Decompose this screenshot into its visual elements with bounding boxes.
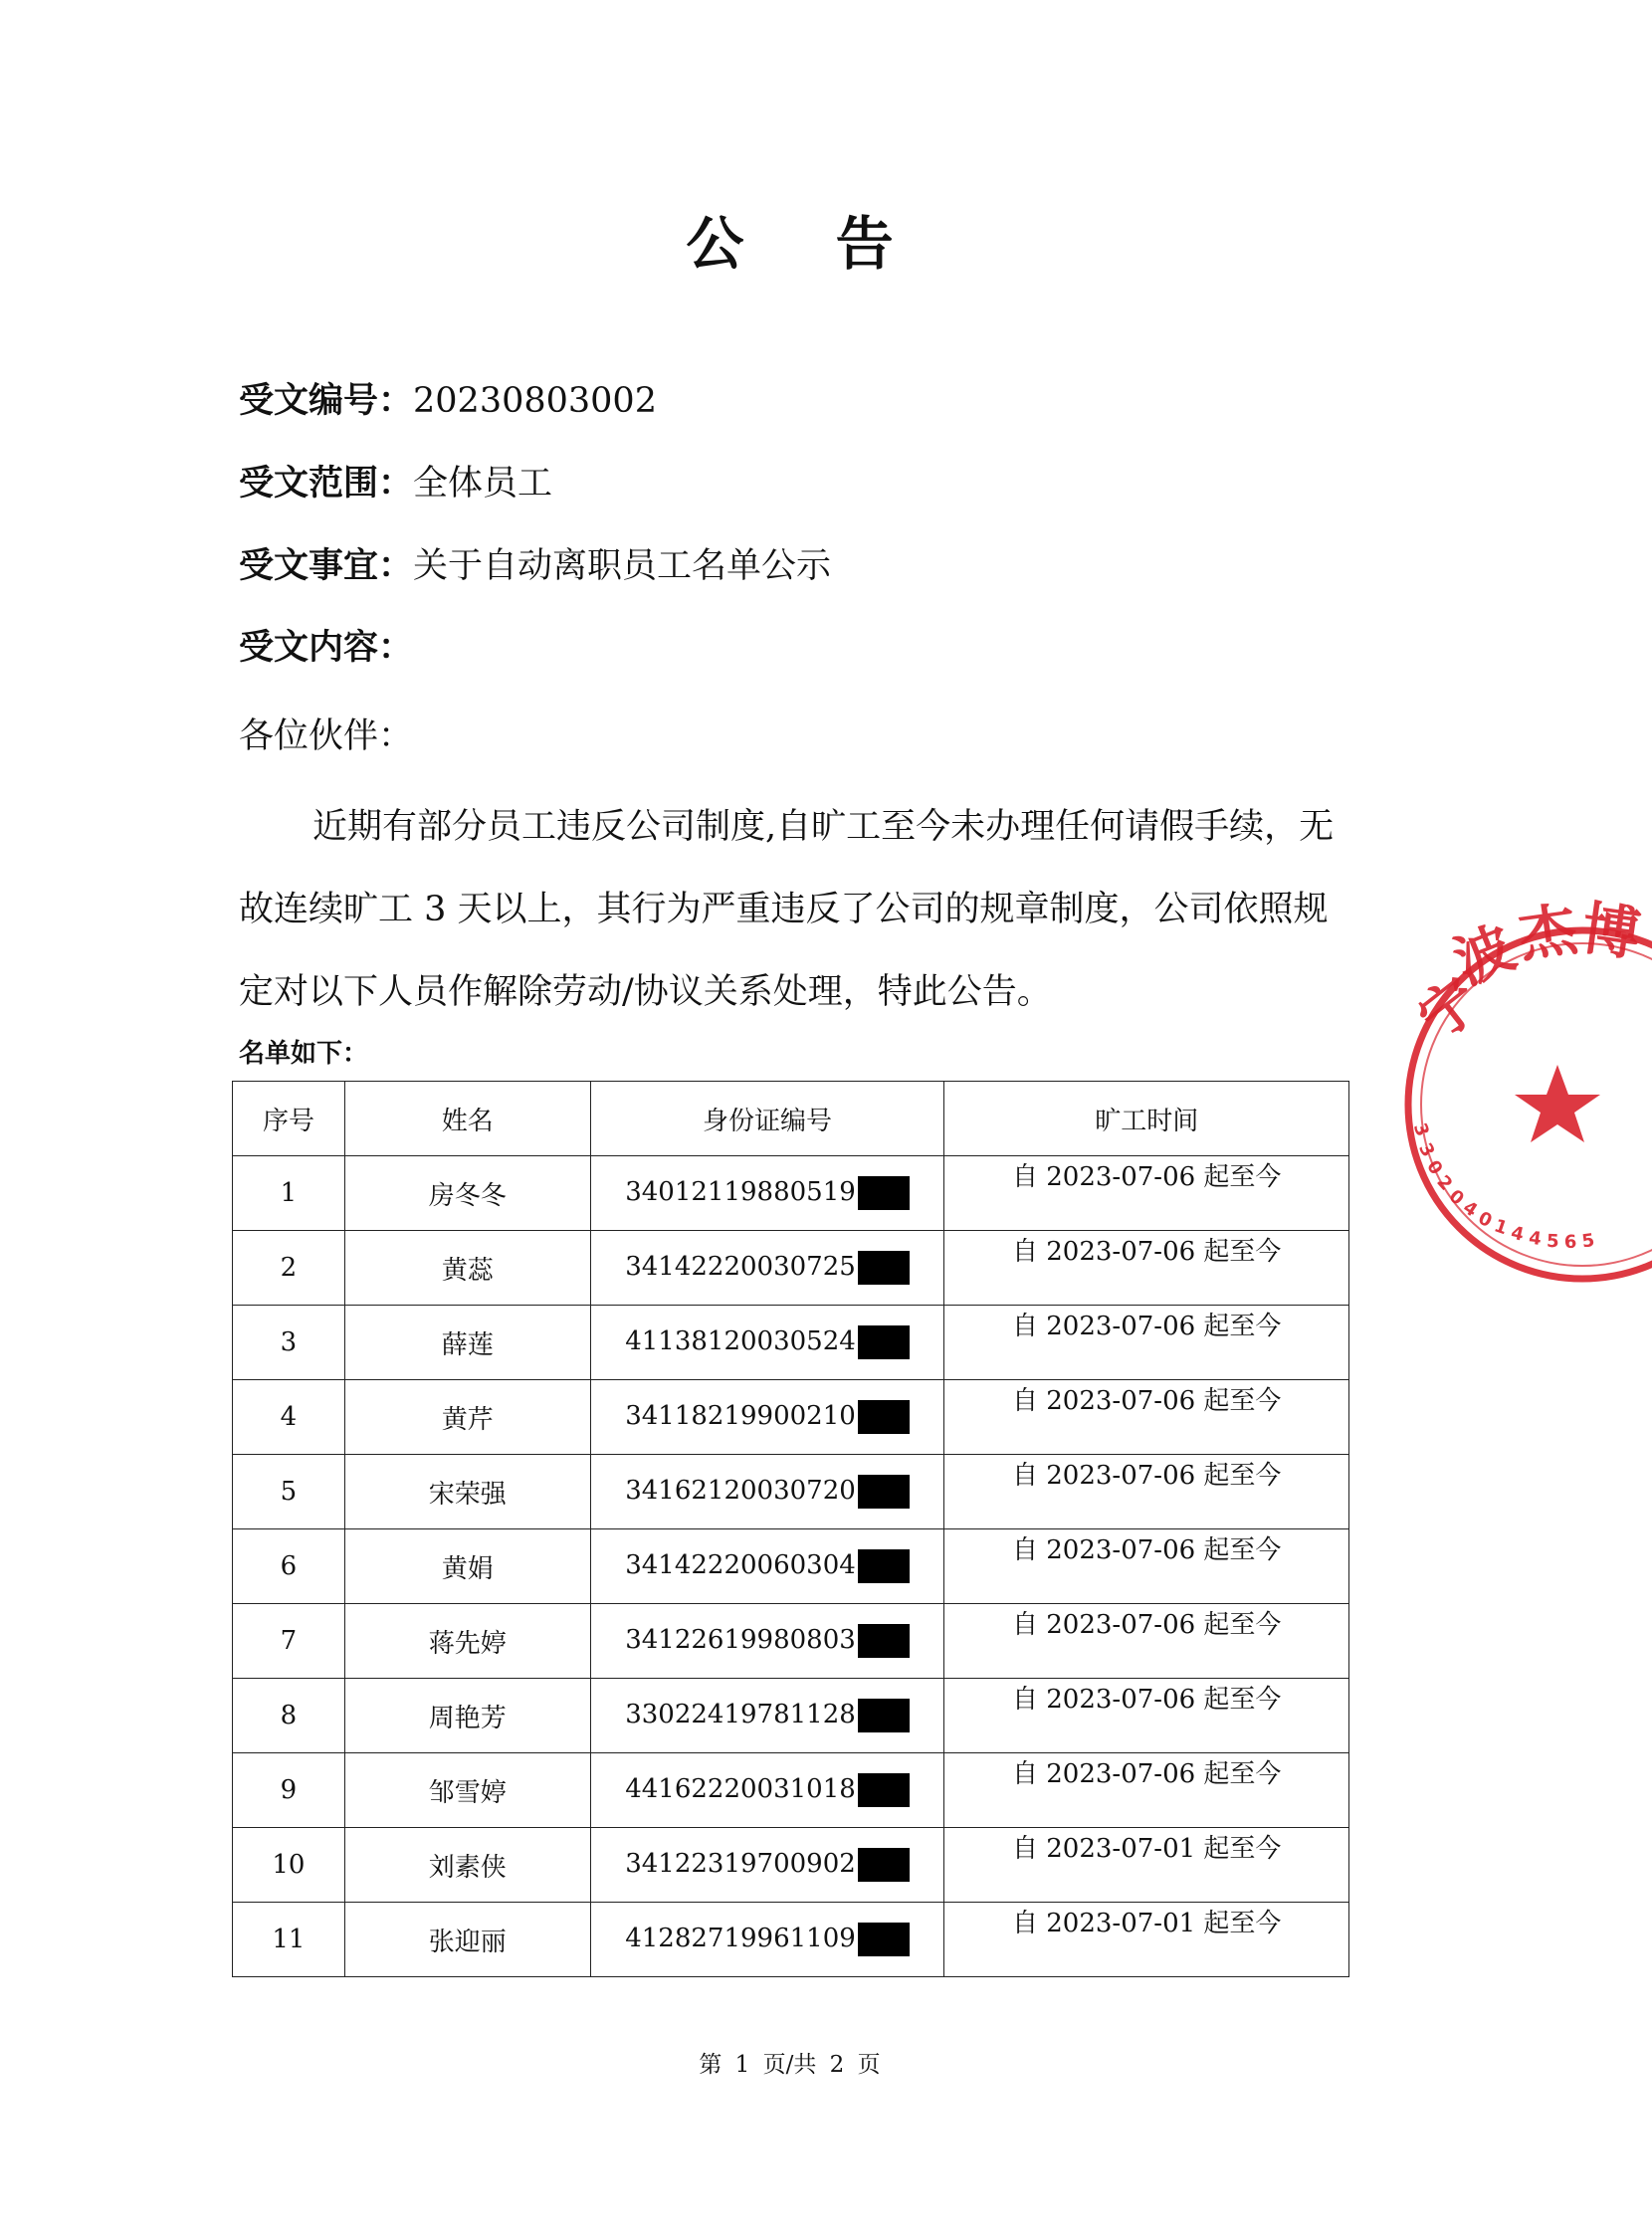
redaction-block (858, 1923, 910, 1956)
row-id: 34118219900210 (625, 1401, 856, 1431)
header-time: 旷工时间 (944, 1082, 1349, 1156)
row-no: 4 (233, 1380, 345, 1455)
redaction-block (858, 1699, 910, 1732)
doc-scope-label: 受文范围： (239, 463, 414, 504)
svg-text:0: 0 (1422, 1156, 1447, 1179)
page-title: 公 告 (686, 210, 929, 278)
row-time: 自 2023-07-06 起至今 (944, 1380, 1349, 1455)
svg-text:5: 5 (1546, 1230, 1559, 1253)
svg-text:宁: 宁 (1405, 964, 1494, 1054)
row-id: 34162120030720 (625, 1476, 856, 1506)
row-id: 34122319700902 (625, 1849, 856, 1879)
row-no: 8 (233, 1679, 345, 1753)
row-no: 3 (233, 1306, 345, 1380)
row-id: 34142220030725 (625, 1252, 856, 1282)
row-id-cell (590, 1380, 944, 1455)
row-name: 宋荣强 (344, 1455, 590, 1529)
svg-text:0: 0 (1474, 1207, 1496, 1232)
row-id-cell (590, 1604, 944, 1679)
redaction-block (858, 1773, 910, 1807)
greeting: 各位伙伴： (239, 716, 414, 756)
table-row (233, 1380, 1349, 1455)
row-id-cell (590, 1903, 944, 1977)
list-heading: 名单如下： (239, 1039, 369, 1069)
header-id: 身份证编号 (590, 1082, 944, 1156)
row-id-cell (590, 1231, 944, 1306)
doc-number-label: 受文编号： (239, 380, 414, 421)
row-id: 34122619980803 (625, 1625, 856, 1655)
row-time: 自 2023-07-06 起至今 (944, 1231, 1349, 1306)
row-id: 34012119880519 (625, 1177, 856, 1207)
header-name: 姓名 (344, 1082, 590, 1156)
svg-text:2: 2 (1432, 1171, 1457, 1195)
row-id: 44162220031018 (625, 1774, 856, 1804)
doc-scope-line (239, 463, 552, 505)
doc-content-label: 受文内容： (239, 627, 414, 668)
redaction-block (858, 1400, 910, 1434)
svg-text:4: 4 (1509, 1222, 1527, 1246)
row-no: 2 (233, 1231, 345, 1306)
row-no: 5 (233, 1455, 345, 1529)
row-time: 自 2023-07-01 起至今 (944, 1903, 1349, 1977)
row-name: 刘素侠 (344, 1828, 590, 1903)
redaction-block (858, 1251, 910, 1285)
row-id-cell (590, 1753, 944, 1828)
doc-subject-line (239, 545, 831, 587)
row-name: 张迎丽 (344, 1903, 590, 1977)
row-id: 41138120030524 (625, 1326, 856, 1356)
row-id: 41282719961109 (625, 1924, 856, 1953)
row-name: 黄娟 (344, 1529, 590, 1604)
row-name: 周艳芳 (344, 1679, 590, 1753)
row-no: 11 (233, 1903, 345, 1977)
redaction-block (858, 1325, 910, 1359)
row-no: 1 (233, 1156, 345, 1231)
row-name: 邹雪婷 (344, 1753, 590, 1828)
row-time: 自 2023-07-06 起至今 (944, 1679, 1349, 1753)
row-time: 自 2023-07-06 起至今 (944, 1529, 1349, 1604)
redaction-block (858, 1176, 910, 1210)
row-time: 自 2023-07-06 起至今 (944, 1156, 1349, 1231)
svg-text:0: 0 (1444, 1185, 1468, 1210)
doc-scope-value: 全体员工 (413, 464, 553, 504)
doc-number-line (239, 380, 657, 422)
row-no: 9 (233, 1753, 345, 1828)
redaction-block (858, 1549, 910, 1583)
table-row (233, 1231, 1349, 1306)
table-row (233, 1455, 1349, 1529)
row-name: 黄蕊 (344, 1231, 590, 1306)
row-no: 6 (233, 1529, 345, 1604)
row-no: 7 (233, 1604, 345, 1679)
row-id-cell (590, 1306, 944, 1380)
header-no: 序号 (233, 1082, 345, 1156)
row-id: 33022419781128 (625, 1700, 856, 1729)
svg-text:波: 波 (1444, 913, 1525, 998)
table-row (233, 1679, 1349, 1753)
redaction-block (858, 1624, 910, 1658)
svg-text:6: 6 (1563, 1231, 1577, 1254)
doc-subject-value: 关于自动离职员工名单公示 (413, 546, 832, 586)
table-row (233, 1156, 1349, 1231)
redaction-block (858, 1848, 910, 1882)
row-no: 10 (233, 1828, 345, 1903)
row-time: 自 2023-07-06 起至今 (944, 1753, 1349, 1828)
row-id-cell (590, 1529, 944, 1604)
doc-number-value: 20230803002 (413, 381, 657, 421)
table-row (233, 1828, 1349, 1903)
svg-text:3: 3 (1414, 1139, 1439, 1161)
company-seal-icon (1393, 894, 1652, 1294)
table-row (233, 1903, 1349, 1977)
row-name: 蒋先婷 (344, 1604, 590, 1679)
table-row (233, 1306, 1349, 1380)
row-id-cell (590, 1156, 944, 1231)
table-header-row (233, 1082, 1349, 1156)
row-time: 自 2023-07-01 起至今 (944, 1828, 1349, 1903)
row-name: 黄芹 (344, 1380, 590, 1455)
svg-text:3: 3 (1408, 1119, 1433, 1139)
svg-text:1: 1 (1491, 1215, 1511, 1240)
doc-content-line (239, 627, 413, 669)
svg-text:4: 4 (1459, 1196, 1482, 1222)
table-row (233, 1529, 1349, 1604)
page-footer: 第 1 页/共 2 页 (699, 2052, 881, 2078)
svg-text:5: 5 (1580, 1229, 1596, 1253)
row-id: 34142220060304 (625, 1550, 856, 1580)
table-body (233, 1156, 1349, 1977)
table-row (233, 1604, 1349, 1679)
body-paragraph: 近期有部分员工违反公司制度,自旷工至今未办理任何请假手续，无故连续旷工 3 天以上，其行为严重违反了公司的规章制度，公司依照规定对以下人员作解除劳动/协议关系处理，特此公告。 (239, 807, 1335, 1012)
row-id-cell (590, 1455, 944, 1529)
row-id-cell (590, 1679, 944, 1753)
doc-subject-label: 受文事宜： (239, 545, 414, 586)
row-time: 自 2023-07-06 起至今 (944, 1604, 1349, 1679)
row-time: 自 2023-07-06 起至今 (944, 1455, 1349, 1529)
row-id-cell (590, 1828, 944, 1903)
row-name: 房冬冬 (344, 1156, 590, 1231)
employee-table (232, 1081, 1349, 1977)
svg-text:博: 博 (1577, 894, 1645, 969)
table-row (233, 1753, 1349, 1828)
redaction-block (858, 1475, 910, 1509)
svg-text:4: 4 (1528, 1227, 1544, 1250)
svg-text:杰: 杰 (1514, 895, 1581, 970)
row-time: 自 2023-07-06 起至今 (944, 1306, 1349, 1380)
row-name: 薛莲 (344, 1306, 590, 1380)
